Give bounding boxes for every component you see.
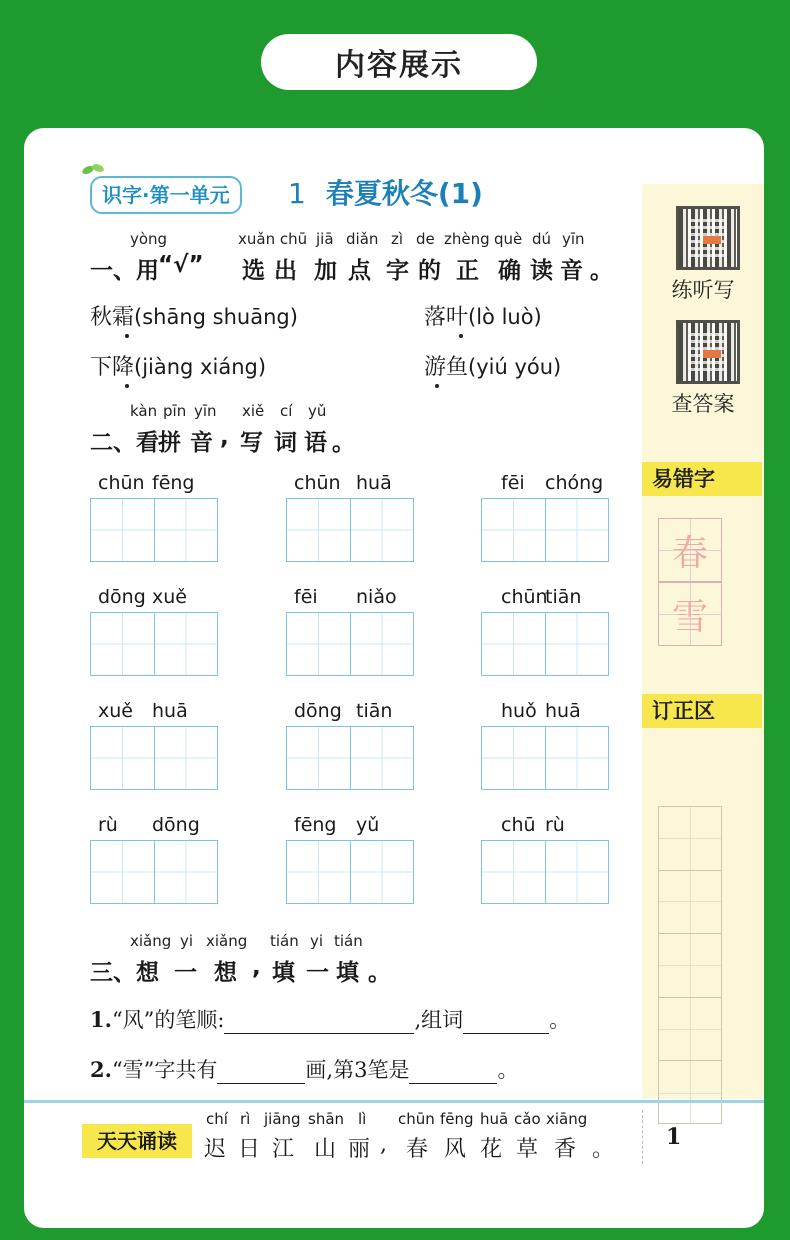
grid-cells[interactable]	[90, 726, 218, 790]
sidebar	[642, 184, 764, 1099]
pinyin: chí	[206, 1110, 228, 1128]
heading-text: 一、用	[90, 258, 159, 284]
writing-cell[interactable]	[482, 613, 546, 675]
error-char: 雪	[671, 596, 708, 638]
writing-cell[interactable]	[287, 841, 351, 903]
pinyin: xuě	[152, 586, 187, 608]
pinyin: kàn	[130, 402, 158, 420]
leaf-icon	[81, 162, 105, 176]
lesson-title	[288, 172, 483, 212]
error-char-box	[658, 582, 722, 646]
footer-divider	[24, 1100, 764, 1103]
correction-heading: 订正区	[642, 694, 762, 728]
writing-cell[interactable]	[351, 613, 414, 675]
heading-text: 字	[386, 258, 409, 284]
correction-cell[interactable]	[659, 998, 721, 1062]
pinyin-choice-item[interactable]	[424, 300, 542, 331]
writing-cell[interactable]	[351, 727, 414, 789]
grid-cells[interactable]	[481, 726, 609, 790]
pinyin: yīn	[562, 230, 585, 248]
question-1	[90, 1004, 570, 1034]
pinyin-choice-item[interactable]	[90, 350, 266, 381]
writing-cell[interactable]	[287, 727, 351, 789]
pinyin: tiān	[356, 700, 393, 722]
heading-text: 词	[274, 430, 297, 456]
pinyin: fēng	[152, 472, 195, 494]
grid-pinyin	[90, 700, 218, 726]
pinyin: huā	[545, 700, 581, 722]
grid-pinyin	[481, 700, 609, 726]
unit-badge: 识字·第一单元	[90, 176, 242, 214]
heading-text: 。	[590, 258, 613, 284]
heading-text: 读	[530, 258, 553, 284]
pinyin: yīn	[194, 402, 217, 420]
choice-options[interactable]: (yiú yóu)	[468, 355, 562, 379]
error-char-box	[658, 518, 722, 582]
writing-cell[interactable]	[287, 499, 351, 561]
writing-cell[interactable]	[155, 613, 218, 675]
pinyin: cí	[280, 402, 293, 420]
pinyin: huǒ	[501, 700, 537, 722]
poem-char: 日	[238, 1137, 261, 1162]
answer-blank[interactable]	[224, 1012, 414, 1034]
heading-text: 的	[418, 258, 441, 284]
pinyin: cǎo	[514, 1110, 541, 1128]
choice-word: 落叶	[424, 305, 469, 330]
pinyin-choice-item[interactable]	[90, 300, 298, 331]
poem-char: 山	[314, 1137, 337, 1162]
heading-text: 。	[368, 960, 391, 986]
choice-word: 秋霜	[90, 305, 135, 330]
grid-cells[interactable]	[286, 612, 414, 676]
heading-text: 选	[242, 258, 265, 284]
pinyin: lì	[358, 1110, 367, 1128]
heading-text: 一	[174, 960, 197, 986]
question-text: 笔是	[367, 1058, 410, 1082]
pinyin: dōng	[98, 586, 146, 608]
pinyin: pīn	[163, 402, 187, 420]
page-banner-title: 内容展示	[261, 34, 537, 90]
emphasis-dot	[125, 384, 129, 388]
heading-text: 三、想	[90, 960, 159, 986]
question-text: 3	[354, 1058, 368, 1082]
heading-text: 拼	[158, 430, 181, 456]
heading-text: “√”	[158, 252, 204, 278]
writing-cell[interactable]	[287, 613, 351, 675]
question-text: 。	[497, 1058, 519, 1082]
writing-grid[interactable]	[286, 586, 414, 676]
pinyin: tián	[270, 932, 299, 950]
pinyin: tiān	[545, 586, 582, 608]
heading-text: 点	[348, 258, 371, 284]
grid-cells[interactable]	[90, 840, 218, 904]
heading-text: 填	[336, 960, 359, 986]
writing-cell[interactable]	[482, 841, 546, 903]
pinyin: shān	[308, 1110, 345, 1128]
pinyin: fēng	[294, 814, 337, 836]
poem-char: 花	[480, 1137, 503, 1162]
pinyin-choice-item[interactable]	[424, 350, 561, 381]
choice-options[interactable]: (shāng shuāng)	[134, 305, 298, 329]
choice-options[interactable]: (jiàng xiáng)	[134, 355, 267, 379]
emphasis-dot	[459, 334, 463, 338]
correction-cell[interactable]	[659, 871, 721, 935]
pinyin: xuě	[98, 700, 133, 722]
writing-grid[interactable]	[481, 586, 609, 676]
grid-pinyin	[481, 586, 609, 612]
poem-char: 风	[444, 1137, 467, 1162]
daily-reading-tag: 天天诵读	[82, 1124, 192, 1158]
qr-code-answer-icon[interactable]	[676, 320, 740, 384]
answer-blank[interactable]	[409, 1062, 497, 1084]
pinyin: jiāng	[264, 1110, 301, 1128]
writing-cell[interactable]	[155, 727, 218, 789]
pinyin: rù	[98, 814, 118, 836]
answer-blank[interactable]	[463, 1012, 549, 1034]
pinyin: tián	[334, 932, 363, 950]
writing-cell[interactable]	[91, 613, 155, 675]
lesson-name: 春夏秋冬(1)	[325, 177, 483, 210]
pinyin: chūn	[98, 472, 145, 494]
writing-grid[interactable]	[481, 700, 609, 790]
emphasis-dot	[125, 334, 129, 338]
pinyin: jiā	[316, 230, 334, 248]
choice-word: 游鱼	[424, 355, 469, 380]
pinyin: chūn	[501, 586, 548, 608]
poem-char: 春	[406, 1137, 429, 1162]
pinyin: yi	[310, 932, 324, 950]
question-text: “雪”字共有	[111, 1058, 218, 1082]
poem-char: 香	[554, 1137, 577, 1162]
writing-grid[interactable]	[481, 814, 609, 904]
poem-char: ,	[380, 1132, 387, 1157]
question-number: 2.	[90, 1057, 112, 1082]
qr-code-listen-icon[interactable]	[676, 206, 740, 270]
pinyin: yǔ	[356, 814, 380, 836]
heading-text: ,	[252, 954, 261, 980]
grid-cells[interactable]	[90, 612, 218, 676]
poem-char: 。	[592, 1137, 615, 1162]
heading-text: 确	[498, 258, 521, 284]
pinyin: xiǎng	[206, 932, 248, 950]
choice-options[interactable]: (lò luò)	[468, 305, 542, 329]
writing-cell[interactable]	[91, 841, 155, 903]
question-text: 画,第	[305, 1058, 355, 1082]
writing-grid[interactable]	[90, 472, 218, 562]
heading-text: 想	[214, 960, 237, 986]
lesson-number: 1	[288, 177, 306, 210]
pinyin: dōng	[294, 700, 342, 722]
writing-cell[interactable]	[155, 499, 218, 561]
writing-cell[interactable]	[482, 499, 546, 561]
grid-pinyin	[90, 472, 218, 498]
writing-grid[interactable]	[90, 586, 218, 676]
pinyin: de	[416, 230, 435, 248]
writing-cell[interactable]	[351, 841, 414, 903]
pinyin: rù	[545, 814, 565, 836]
pinyin: niǎo	[356, 586, 397, 608]
question-text: 。	[549, 1008, 571, 1032]
writing-grid[interactable]	[286, 814, 414, 904]
choice-word: 下降	[90, 355, 135, 380]
heading-text: ,	[220, 424, 229, 450]
writing-cell[interactable]	[546, 499, 609, 561]
writing-cell[interactable]	[155, 841, 218, 903]
pinyin: yǔ	[308, 402, 327, 420]
grid-pinyin	[286, 586, 414, 612]
grid-cells[interactable]	[286, 726, 414, 790]
question-text: ,组词	[414, 1008, 464, 1032]
pinyin: dú	[532, 230, 552, 248]
grid-pinyin	[286, 814, 414, 840]
poem-char: 江	[272, 1137, 295, 1162]
grid-pinyin	[90, 814, 218, 840]
pinyin: xiǎng	[130, 932, 172, 950]
listen-label[interactable]: 练听写	[671, 278, 735, 302]
heading-text: 语	[304, 430, 327, 456]
emphasis-dot	[435, 384, 439, 388]
writing-cell[interactable]	[546, 727, 609, 789]
pinyin: yòng	[130, 230, 168, 248]
writing-cell[interactable]	[91, 499, 155, 561]
pinyin: chūn	[398, 1110, 435, 1128]
grid-pinyin	[481, 472, 609, 498]
poem-char: 迟	[204, 1137, 227, 1162]
heading-text: 正	[456, 258, 479, 284]
question-2	[90, 1054, 518, 1084]
page-number: 1	[666, 1124, 682, 1150]
pinyin: huā	[480, 1110, 509, 1128]
pinyin: zhèng	[444, 230, 490, 248]
writing-cell[interactable]	[91, 727, 155, 789]
writing-grid[interactable]	[286, 472, 414, 562]
pinyin: xiě	[242, 402, 265, 420]
heading-text: 一	[306, 960, 329, 986]
error-char-heading: 易错字	[642, 462, 762, 496]
grid-cells[interactable]	[481, 840, 609, 904]
pinyin: fēng	[440, 1110, 474, 1128]
writing-grid[interactable]	[481, 472, 609, 562]
grid-pinyin	[286, 700, 414, 726]
pinyin: xiāng	[546, 1110, 588, 1128]
pinyin: huā	[356, 472, 392, 494]
heading-text: 填	[272, 960, 295, 986]
pinyin: huā	[152, 700, 188, 722]
pinyin: fēi	[501, 472, 525, 494]
correction-cell[interactable]	[659, 1061, 721, 1125]
writing-grid[interactable]	[90, 700, 218, 790]
pinyin: diǎn	[346, 230, 379, 248]
writing-cell[interactable]	[482, 727, 546, 789]
error-char: 春	[671, 532, 708, 574]
answer-label[interactable]: 查答案	[671, 392, 735, 416]
heading-text: 音	[560, 258, 583, 284]
correction-cell[interactable]	[659, 807, 721, 871]
writing-cell[interactable]	[546, 841, 609, 903]
grid-pinyin	[286, 472, 414, 498]
grid-cells[interactable]	[481, 612, 609, 676]
heading-text: 。	[332, 430, 355, 456]
pinyin: chū	[501, 814, 536, 836]
writing-grid[interactable]	[286, 700, 414, 790]
writing-grid[interactable]	[90, 814, 218, 904]
grid-cells[interactable]	[286, 840, 414, 904]
grid-pinyin	[481, 814, 609, 840]
heading-text: 出	[274, 258, 297, 284]
correction-grid[interactable]	[658, 806, 722, 1124]
pinyin: fēi	[294, 586, 318, 608]
pinyin: dōng	[152, 814, 200, 836]
pinyin: rì	[240, 1110, 251, 1128]
question-number: 1.	[90, 1007, 112, 1032]
poem-char: 草	[516, 1137, 539, 1162]
grid-cells[interactable]	[286, 498, 414, 562]
pinyin: xuǎn chū	[238, 230, 308, 248]
heading-text: 加	[314, 258, 337, 284]
pinyin: yi	[180, 932, 194, 950]
answer-blank[interactable]	[217, 1062, 305, 1084]
pinyin: chóng	[545, 472, 604, 494]
heading-text: 写	[240, 430, 263, 456]
correction-cell[interactable]	[659, 934, 721, 998]
question-text: “风”的笔顺:	[111, 1008, 225, 1032]
heading-text: 音	[190, 430, 213, 456]
poem-char: 丽	[348, 1137, 371, 1162]
grid-cells[interactable]	[90, 498, 218, 562]
worksheet-card	[24, 128, 764, 1228]
grid-cells[interactable]	[481, 498, 609, 562]
pinyin: chūn	[294, 472, 341, 494]
grid-pinyin	[90, 586, 218, 612]
pinyin: què	[494, 230, 523, 248]
heading-text: 二、看	[90, 430, 159, 456]
footer-separator	[642, 1110, 643, 1164]
writing-cell[interactable]	[351, 499, 414, 561]
pinyin: zì	[391, 230, 404, 248]
writing-cell[interactable]	[546, 613, 609, 675]
